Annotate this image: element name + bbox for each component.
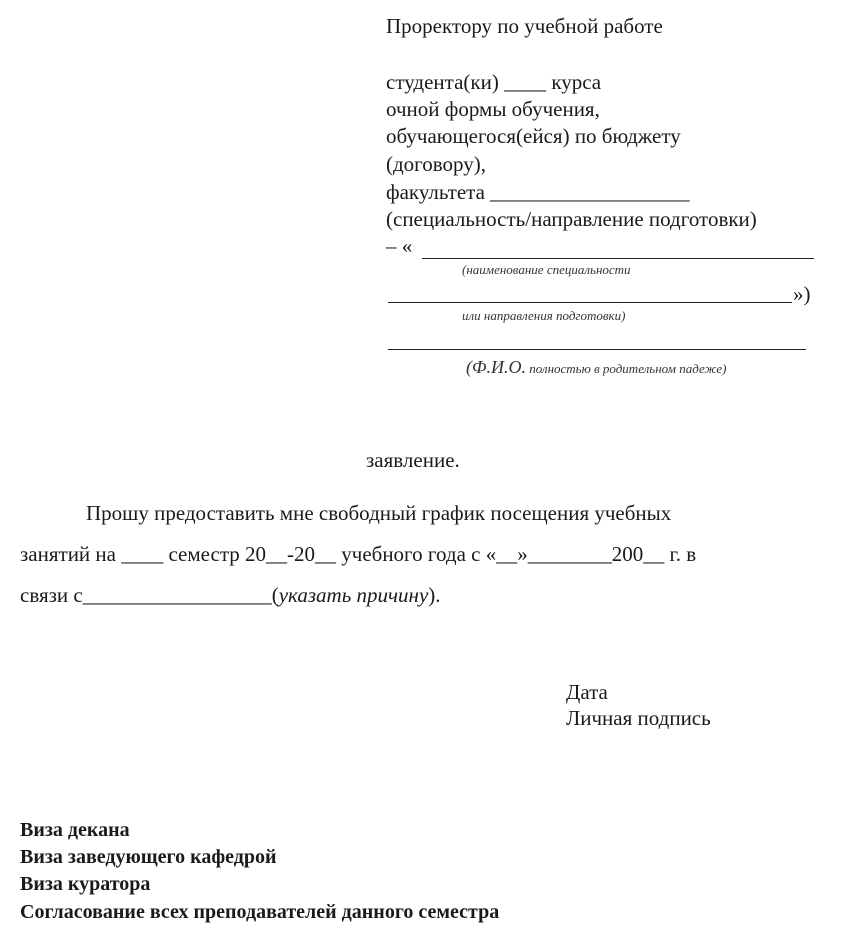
budget-line: обучающегося(ейся) по бюджету [386,124,681,148]
visa-dean: Виза декана [20,819,130,841]
teachers-approval: Согласование всех преподавателей данного семестра [20,901,500,923]
signature-label: Личная подпись [566,706,711,730]
specialty-caption: (наименование специальности [462,262,631,277]
faculty-blank: ___________________ [490,180,690,204]
quote-open: – « [386,234,413,258]
fio-caption [466,357,726,378]
fio-blank-line [388,349,806,350]
faculty-label: факультета [386,180,485,204]
fio-caption-main: (Ф.И.О. [466,357,526,377]
direction-caption: или направления подготовки) [462,308,626,323]
student-prefix: студента(ки) [386,70,499,94]
date-label: Дата [566,680,608,704]
reason-prefix: связи с__________________( [20,583,279,607]
faculty-line [386,180,690,204]
visa-curator: Виза куратора [20,873,151,895]
student-line [386,70,601,94]
study-form: очной формы обучения, [386,97,600,121]
body-line-1: Прошу предоставить мне свободный график посещения учебных [86,501,672,525]
fio-caption-rest: полностью в родительном падеже) [529,361,727,376]
body-line-3 [20,583,441,607]
body-line-2: занятий на ____ семестр 20__-20__ учебного года с «__»________200__ г. в [20,542,697,566]
addressee: Проректору по учебной работе [386,14,663,38]
reason-placeholder: указать причину [278,583,429,607]
specialty-label: (специальность/направление подготовки) [386,207,757,231]
quote-close: ») [793,282,811,306]
specialty-continuation-line [388,302,792,303]
contract-line: (договору), [386,152,487,176]
specialty-blank-line [422,258,814,259]
document-title: заявление. [366,448,460,472]
reason-suffix: ). [428,583,441,607]
student-blank: ____ [504,70,547,94]
visa-department-head: Виза заведующего кафедрой [20,846,277,868]
student-suffix: курса [551,70,602,94]
